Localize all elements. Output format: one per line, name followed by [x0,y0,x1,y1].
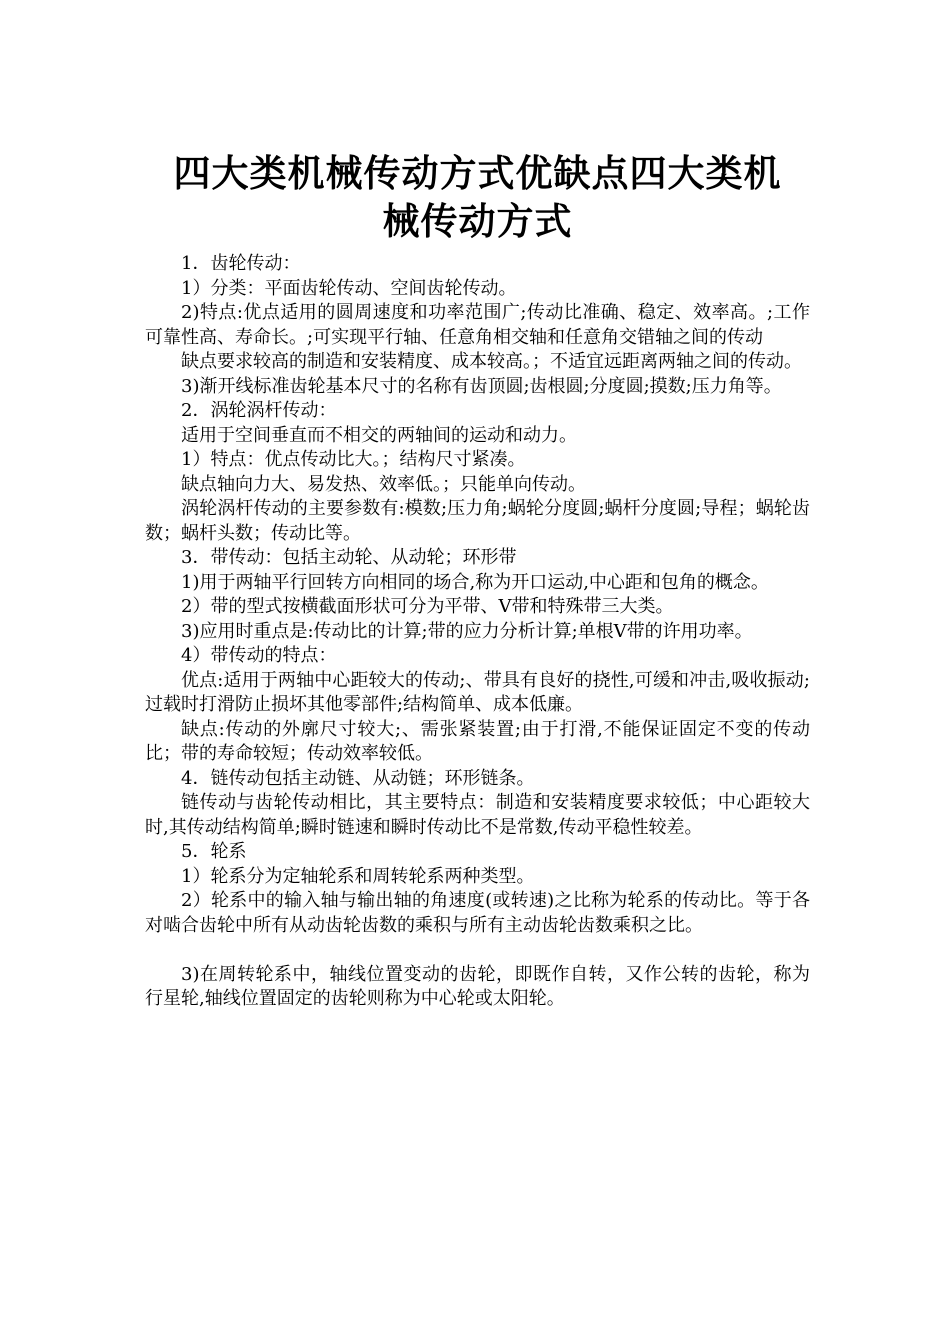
title-line-1: 四大类机械传动方式优缺点四大类机 [173,152,782,195]
paragraph-worm-application: 适用于空间垂直而不相交的两轴间的运动和动力。 [181,424,577,446]
paragraph-worm-parameters: 涡轮涡杆传动的主要参数有:模数;压力角;蜗轮分度圆;蜗杆分度圆;导程；蜗轮齿数；蜗杆头数；传动比等。 [145,498,810,544]
paragraph-gear-train-heading: 5．轮系 [181,841,247,862]
paragraph-belt-heading: 3．带传动：包括主动轮、从动轮；环形带 [181,547,517,568]
paragraph-gear-classification: 1）分类：平面齿轮传动、空间齿轮传动。 [181,277,517,299]
paragraph-gear-heading: 1．齿轮传动： [181,253,301,274]
paragraph-gear-train-types: 1）轮系分为定轴轮系和周转轮系两种类型。 [181,865,535,887]
paragraph-gear-train-ratio: 2）轮系中的输入轴与输出轴的角速度(或转速)之比称为轮系的传动比。等于各对啮合齿轮中所有从动齿轮齿数的乘积与所有主动齿轮齿数乘积之比。 [145,890,810,936]
paragraph-worm-advantages: 1）特点：优点传动比大。；结构尺寸紧凑。 [181,449,526,470]
document-title [145,150,810,246]
blank-line [145,938,810,963]
paragraph-belt-advantages: 优点:适用于两轴中心距较大的传动;、带具有良好的挠性,可缓和冲击,吸收振动;过载时打滑防止损坏其他零部件;结构简单、成本低廉。 [145,669,810,715]
paragraph-belt-features-heading: 4）带传动的特点： [181,645,337,666]
paragraph-planetary-gear: 3)在周转轮系中，轴线位置变动的齿轮，即既作自转，又作公转的齿轮，称为行星轮,轴线位置固定的齿轮则称为中心轮或太阳轮。 [145,963,810,1009]
paragraph-belt-disadvantages: 缺点:传动的外廓尺寸较大;、需张紧装置;由于打滑,不能保证固定不变的传动比；带的寿命较短；传动效率较低。 [145,718,810,764]
paragraph-chain-features: 链传动与齿轮传动相比，其主要特点：制造和安装精度要求较低；中心距较大时,其传动结构简单;瞬时链速和瞬时传动比不是常数,传动平稳性较差。 [145,792,810,838]
paragraph-chain-heading: 4．链传动包括主动链、从动链；环形链条。 [181,767,535,789]
paragraph-worm-disadvantages: 缺点轴向力大、易发热、效率低。；只能单向传动。 [181,473,586,495]
paragraph-gear-dimensions: 3)渐开线标准齿轮基本尺寸的名称有齿顶圆;齿根圆;分度圆;摸数;压力角等。 [181,375,782,397]
paragraph-worm-heading: 2．涡轮涡杆传动： [181,400,337,421]
paragraph-gear-advantages: 2)特点:优点适用的圆周速度和功率范围广;传动比准确、稳定、效率高。;工作可靠性高、寿命长。;可实现平行轴、任意角相交轴和任意角交错轴之间的传动 [145,302,810,348]
paragraph-gear-disadvantages: 缺点要求较高的制造和安装精度、成本较高。；不适宜远距离两轴之间的传动。 [181,351,802,372]
paragraph-belt-types: 2）带的型式按横截面形状可分为平带、V带和特殊带三大类。 [181,596,674,617]
title-line-2: 械传动方式 [382,200,573,243]
paragraph-belt-key-points: 3)应用时重点是:传动比的计算;带的应力分析计算;单根V带的许用功率。 [181,620,753,642]
paragraph-belt-usage: 1)用于两轴平行回转方向相同的场合,称为开口运动,中心距和包角的概念。 [181,571,769,593]
document-page [145,150,810,1012]
